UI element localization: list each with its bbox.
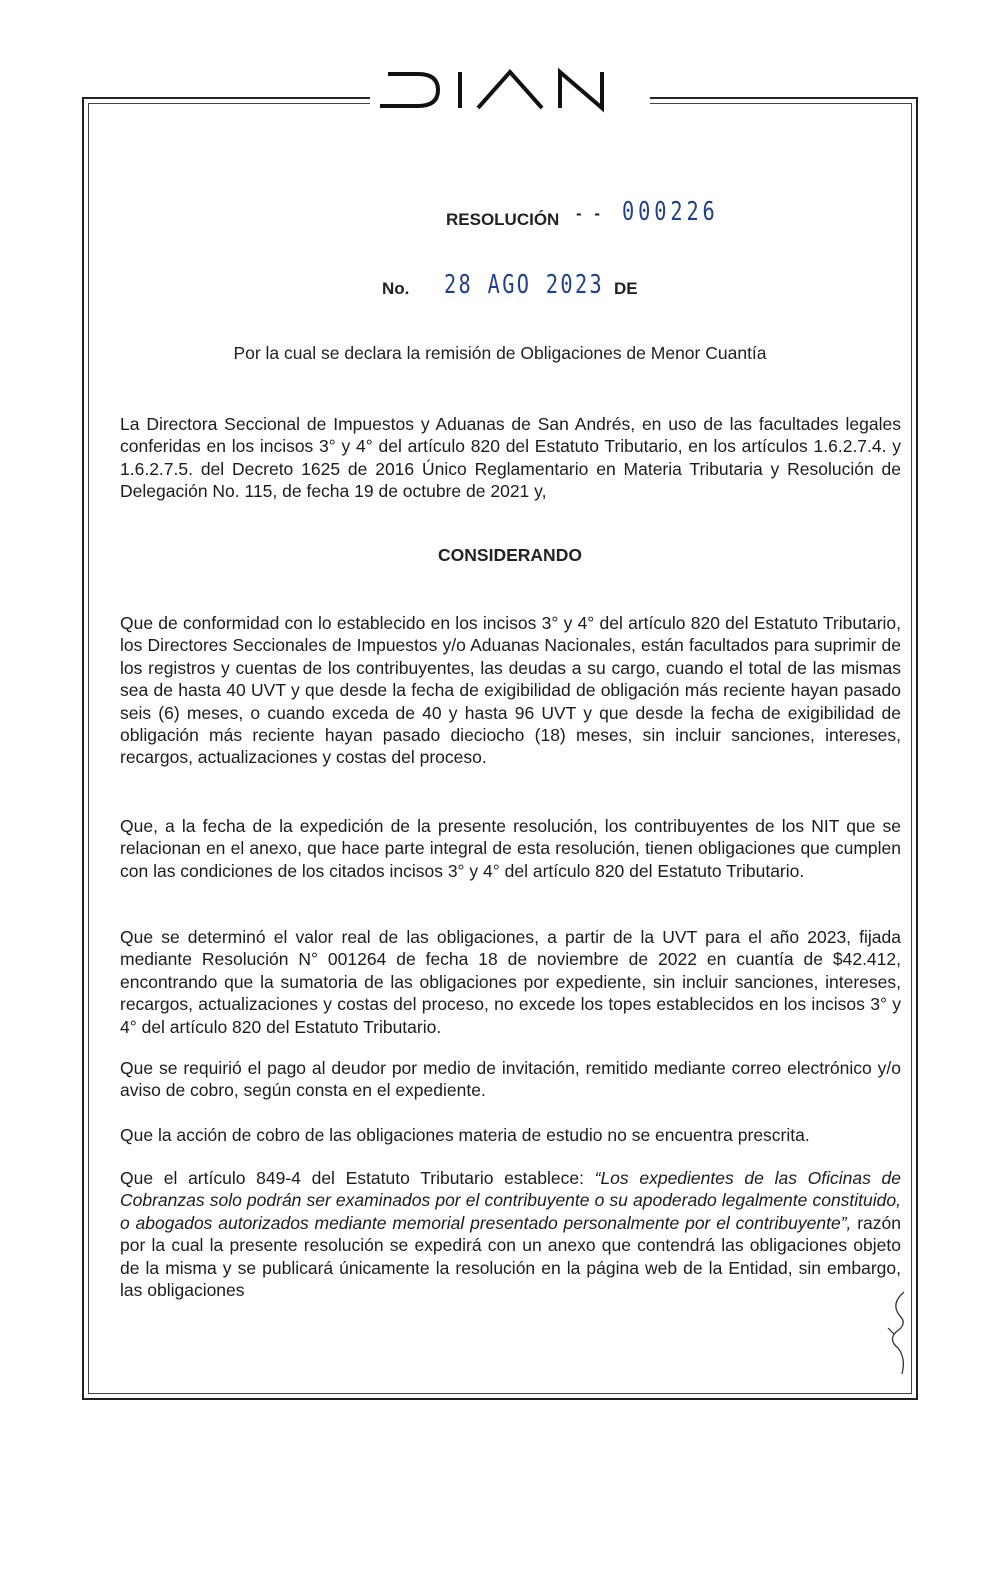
paragraph-1: Que de conformidad con lo establecido en los incisos 3° y 4° del artículo 820 del Estatuto Tributario, los Directores Seccionales de Impuestos y/o Aduanas Nacionales, están facultados para suprimir de los registros y cuentas de los contribuyentes, las deudas a su cargo, cuando el total de las mismas sea de hasta 40 UVT y que desde la fecha de exigibilidad de obligación más reciente hayan pasado seis (6) meses, o cuando exceda de 40 y hasta 96 UVT y que desde la fecha de exigibilidad de obligación más reciente hayan pasado dieciocho (18) meses, sin incluir sanciones, intereses, recargos, actualizaciones y costas del proceso. <box>120 613 901 768</box>
paragraph-6-rest: razón por la cual la presente resolución se expedirá con un anexo que contendrá las obligaciones objeto de la misma y se publicará únicamente la resolución en la página web de la Entidad, sin embargo, las obligaciones <box>120 1212 901 1301</box>
resolution-subtitle: Por la cual se declara la remisión de Obligaciones de Menor Cuantía <box>233 343 767 363</box>
paragraph-6-intro: Que el artículo 849-4 del Estatuto Tributario establece: <box>120 1168 595 1188</box>
date-stamp: 28 AGO 2023 <box>444 270 605 300</box>
dian-logo <box>370 58 650 114</box>
paragraph-5: Que la acción de cobro de las obligaciones materia de estudio no se encuentra prescrita. <box>120 1125 810 1145</box>
no-label: No. <box>382 279 410 298</box>
dian-logo-graphic <box>370 58 650 114</box>
paragraph-4: Que se requirió el pago al deudor por medio de invitación, remitido mediante correo electrónico y/o aviso de cobro, según consta en el expediente. <box>120 1058 901 1101</box>
paragraph-6 <box>120 1167 901 1301</box>
considerando-heading: CONSIDERANDO <box>438 545 582 565</box>
paragraph-2: Que, a la fecha de la expedición de la presente resolución, los contribuyentes de los NIT que se relacionan en el anexo, que hace parte integral de esta resolución, tienen obligaciones que cumplen con las condiciones de los citados incisos 3° y 4° del artículo 820 del Estatuto Tributario. <box>120 816 901 881</box>
paragraph-3: Que se determinó el valor real de las obligaciones, a partir de la UVT para el año 2023, fijada mediante Resolución N° 001264 de fecha 18 de noviembre de 2022 en cuantía de $42.412, encontrando que la sumatoria de las obligaciones por expediente, sin incluir sanciones, intereses, recargos, actualizaciones y costas del proceso, no excede los topes establecidos en los incisos 3° y 4° del artículo 820 del Estatuto Tributario. <box>120 927 901 1037</box>
signature-initials <box>880 1288 914 1393</box>
paragraph-6-quote: “Los expedientes de las Oficinas de Cobranzas solo podrán ser examinados por el contribuyente o su apoderado legalmente constituido, o abogados autorizados mediante memorial presentado personalmente por el contribuyente”, <box>120 1168 901 1233</box>
de-label: DE <box>614 279 638 298</box>
resolution-dashes: - - <box>576 204 605 223</box>
resolution-number-stamp: 000226 <box>622 197 719 227</box>
resolution-label: RESOLUCIÓN <box>446 210 560 229</box>
intro-paragraph: La Directora Seccional de Impuestos y Aduanas de San Andrés, en uso de las facultades legales conferidas en los incisos 3° y 4° del artículo 820 del Estatuto Tributario, en los artículos 1.6.2.7.4. y 1.6.2.7.5. del Decreto 1625 de 2016 Único Reglamentario en Materia Tributaria y Resolución de Delegación No. 115, de fecha 19 de octubre de 2021 y, <box>120 414 901 502</box>
